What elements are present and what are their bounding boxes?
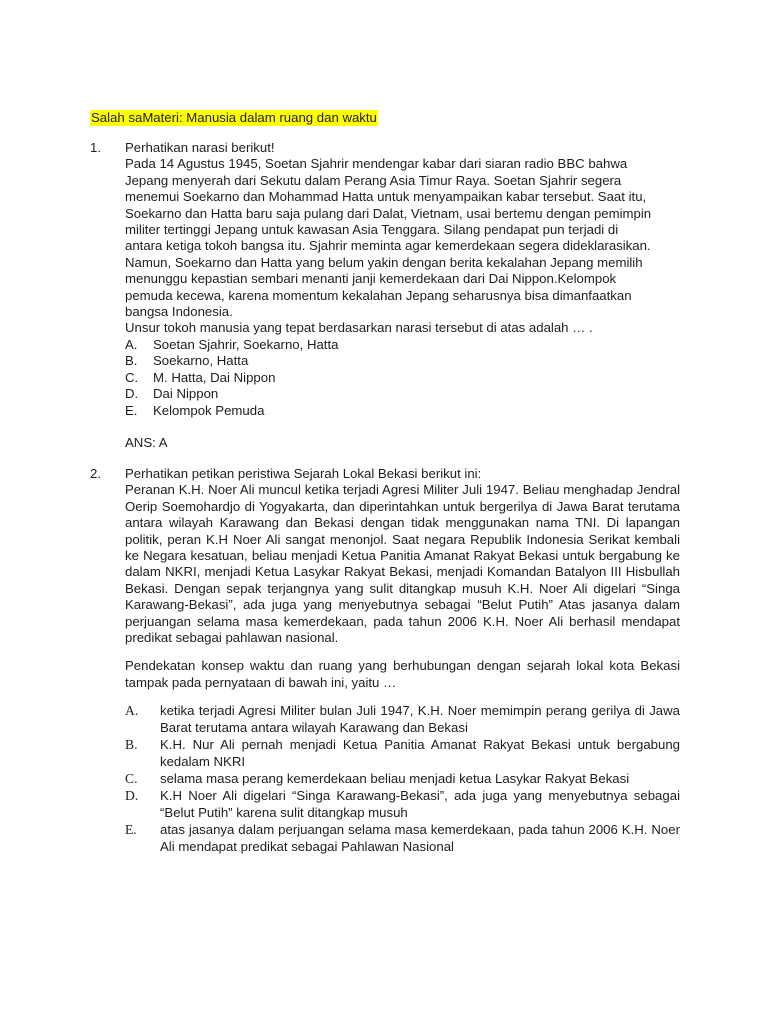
option-text: selama masa perang kemerdekaan beliau menjadi ketua Lasykar Rakyat Bekasi <box>160 770 630 786</box>
narrative-line: Jepang menyerah dari Sekutu dalam Perang Asia Timur Raya. Soetan Sjahrir segera <box>125 172 622 188</box>
narrative-line: Pada 14 Agustus 1945, Soetan Sjahrir mendengar kabar dari siaran radio BBC bahwa <box>125 156 628 172</box>
option-d[interactable] <box>125 386 685 402</box>
question-1-narrative <box>125 156 685 320</box>
question-1-answer: ANS: A <box>125 434 168 450</box>
document-title: Salah saMateri: Manusia dalam ruang dan waktu <box>91 110 377 125</box>
option-letter: D. <box>125 386 139 402</box>
question-1-intro: Perhatikan narasi berikut! <box>125 140 275 155</box>
narrative-line: menunggu kepastian sembari menanti janji kemerdekaan dari Dai Nippon.Kelompok <box>125 271 617 287</box>
option-letter: B. <box>125 737 138 753</box>
option-d[interactable] <box>125 788 680 821</box>
option-text: K.H. Nur Ali pernah menjadi Ketua Panitia Amanat Rakyat Bekasi untuk bergabung kedalam NKRI <box>160 737 680 769</box>
question-1-number: 1. <box>90 140 101 155</box>
option-text: K.H Noer Ali digelari “Singa Karawang-Bekasi”, ada juga yang menyebutnya sebagai “Belut Putih” karena sulit ditangkap musuh <box>160 788 680 820</box>
option-text: Kelompok Pemuda <box>153 402 265 418</box>
option-text: Soetan Sjahrir, Soekarno, Hatta <box>153 336 339 352</box>
option-text: Dai Nippon <box>153 386 219 402</box>
option-letter: A. <box>125 703 139 719</box>
option-c[interactable] <box>125 370 685 386</box>
option-letter: C. <box>125 770 138 786</box>
question-2 <box>125 466 680 856</box>
option-letter: E. <box>125 402 138 418</box>
question-1 <box>125 140 685 451</box>
question-2-options <box>125 703 680 855</box>
narrative-line: menemui Soekarno dan Mohammad Hatta untuk menyampaikan kabar tersebut. Saat itu, <box>125 189 647 205</box>
option-a[interactable] <box>125 337 685 353</box>
narrative-line: pemuda kecewa, karena momentum kekalahan Jepang seharusnya bisa dimanfaatkan <box>125 287 632 303</box>
option-text: ketika terjadi Agresi Militer bulan Juli 1947, K.H. Noer memimpin perang gerilya di Jawa Barat terutama antara wilayah Karawang dan Bekasi <box>160 703 680 735</box>
narrative-line: bangsa Indonesia. <box>125 304 233 320</box>
question-1-options <box>125 337 685 419</box>
option-letter: C. <box>125 369 139 385</box>
narrative-line: militer tertinggi Jepang untuk kawasan Asia Tenggara. Silang pendapat pun terjadi di <box>125 222 619 238</box>
question-2-passage: Peranan K.H. Noer Ali muncul ketika terjadi Agresi Militer Juli 1947. Beliau menghadap Jendral Oerip Soemohardjo di Yogyakarta, dan diperintahkan untuk bergerilya di Jawa Barat terutama antara wilayah Karawang dan Bekasi dengan tidak menggunakan nama TNI. Di lapangan politik, peran K.H Noer Ali sangat menonjol. Saat negara Republik Indonesia Serikat kembali ke Negara kesatuan, beliau menjadi Ketua Panitia Amanat Rakyat Bekasi untuk bergabung ke dalam NKRI, menjadi Ketua Lasykar Rakyat Bekasi, menjadi Komandan Batalyon III Hisbullah Bekasi. Dengan sepak terjangnya yang sulit ditangkap musuh K.H. Noer Ali digelari “Singa Karawang-Bekasi”, ada juga yang menyebutnya sebagai “Belut Putih” Atas jasanya dalam perjuangan selama masa kemerdekaan, pada tahun 2006 K.H. Noer Ali berhasil mendapat predikat sebagai pahlawan nasional. <box>125 482 680 646</box>
option-letter: B. <box>125 353 138 369</box>
narrative-line: Namun, Soekarno dan Hatta yang belum yakin dengan berita kekalahan Jepang memilih <box>125 254 643 270</box>
narrative-line: Soekarno dan Hatta baru saja pulang dari Dalat, Vietnam, usai bertemu dengan pemimpin <box>125 205 652 221</box>
option-e[interactable] <box>125 403 685 419</box>
option-text: Soekarno, Hatta <box>153 353 249 369</box>
narrative-line: antara ketiga tokoh bangsa itu. Sjahrir meminta agar kemerdekaan segera dideklarasikan. <box>125 238 651 254</box>
option-e[interactable] <box>125 822 680 855</box>
option-text: atas jasanya dalam perjuangan selama masa kemerdekaan, pada tahun 2006 K.H. Noer Ali mendapat predikat sebagai Pahlawan Nasional <box>160 822 680 854</box>
option-text: M. Hatta, Dai Nippon <box>153 369 276 385</box>
question-2-prompt: Pendekatan konsep waktu dan ruang yang berhubungan dengan sejarah lokal kota Bekasi tampak pada pernyataan di bawah ini, yaitu … <box>125 658 680 690</box>
option-a[interactable] <box>125 703 680 736</box>
option-b[interactable] <box>125 353 685 369</box>
option-c[interactable] <box>125 771 680 787</box>
option-letter: D. <box>125 788 139 804</box>
option-b[interactable] <box>125 737 680 770</box>
option-letter: E. <box>125 822 137 838</box>
option-letter: A. <box>125 336 138 352</box>
question-1-prompt: Unsur tokoh manusia yang tepat berdasarkan narasi tersebut di atas adalah … . <box>125 320 593 336</box>
question-2-number: 2. <box>90 466 101 481</box>
question-2-intro: Perhatikan petikan peristiwa Sejarah Lokal Bekasi berikut ini: <box>125 466 482 481</box>
